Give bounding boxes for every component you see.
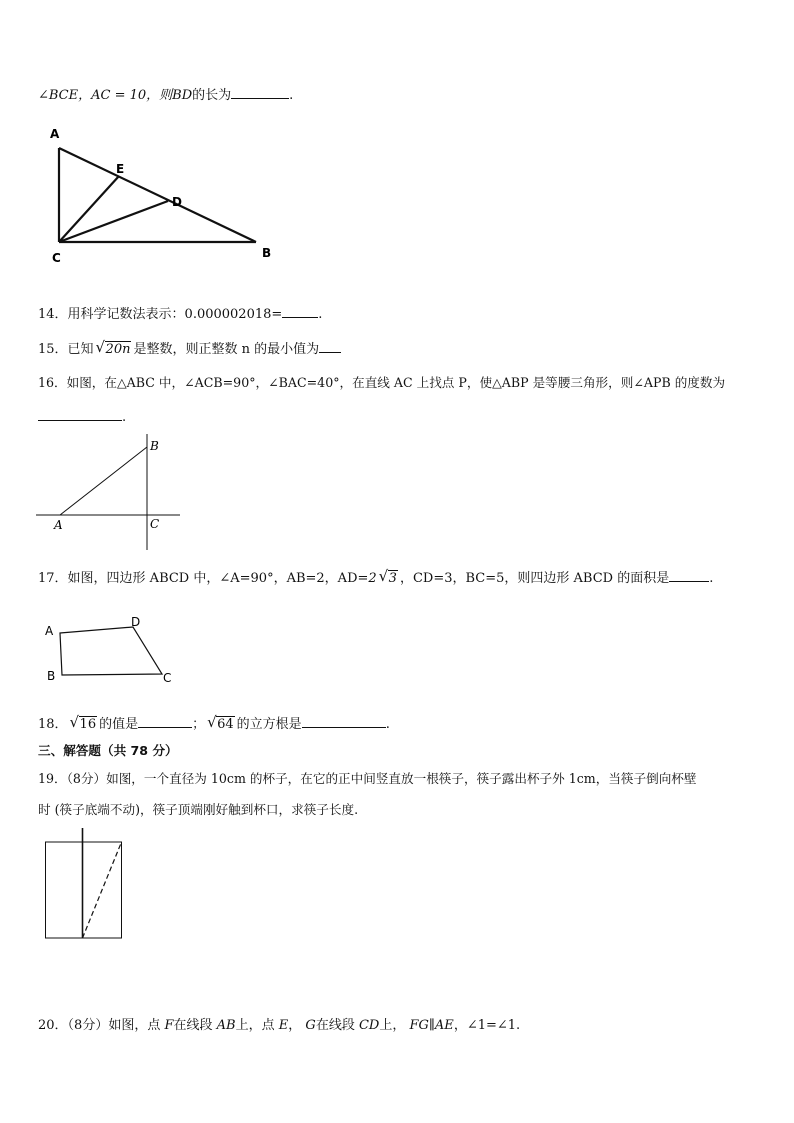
fig17-label-b: B: [47, 669, 56, 683]
q18-end: .: [385, 717, 390, 732]
q20-text-e: 在线段: [315, 1018, 355, 1033]
q17-text-b: ，CD=3，BC=5，则四边形 ABCD 的面积是: [399, 571, 670, 586]
q20-g: G: [305, 1018, 316, 1033]
q17-end: .: [709, 571, 714, 586]
q20-f: F: [164, 1018, 174, 1033]
fig13-label-a: A: [50, 127, 60, 141]
fig17-label-c: C: [163, 671, 172, 685]
q19-line1: 19．（8分）如图，一个直径为 10cm 的杯子，在它的正中间竖直放一根筷子，筷子露出杯子外 1cm，当筷子倒向杯壁: [38, 771, 697, 786]
q20-ae: AE: [434, 1018, 454, 1033]
q18-prefix: 18．: [38, 717, 68, 732]
q14-answer-blank: [282, 303, 318, 318]
q20-text-d: ，: [288, 1018, 302, 1033]
q13-line: [38, 84, 293, 105]
q18-answer-blank-2: [302, 713, 386, 728]
q18-text-b: 的立方根是: [236, 717, 302, 732]
q15-sqrt: √ 20n: [95, 338, 131, 357]
fig19-cup-figure: [44, 828, 134, 948]
q20-cd: CD: [358, 1018, 380, 1033]
q17-line: [38, 567, 713, 588]
q20-parallel: ∥: [428, 1018, 435, 1033]
fig16-label-a: A: [54, 518, 63, 532]
q13-text-c: 的长为: [192, 88, 232, 103]
q17-sqrt: √ 3: [378, 567, 397, 586]
q17-coef: 2: [368, 571, 377, 586]
q20-text-f: 上，: [379, 1018, 406, 1033]
fig16-label-c: C: [150, 517, 160, 531]
q13-bd: BD: [172, 88, 193, 103]
q13-text-d: .: [289, 88, 294, 103]
q14-end: .: [318, 307, 323, 322]
q18-text-a: 的值是: [99, 717, 139, 732]
q19-line2: 时 (筷子底端不动)，筷子顶端刚好触到杯口，求筷子长度.: [38, 802, 359, 817]
fig13-label-d: D: [172, 195, 182, 209]
q18-sep: ；: [192, 717, 206, 732]
q13-answer-blank: [231, 84, 289, 99]
q14-text: 14．用科学记数法表示：0.000002018=: [38, 307, 283, 322]
q16-end: .: [122, 410, 127, 425]
q17-answer-blank: [669, 567, 709, 582]
q20-text-a: 20．（8分）如图，点: [38, 1018, 161, 1033]
q20-text-b: 在线段: [173, 1018, 213, 1033]
fig17-label-a: A: [45, 624, 54, 638]
q18-sqrt-a: √ 16: [69, 713, 97, 732]
fig16-label-b: B: [150, 439, 159, 453]
fig17-label-d: D: [131, 615, 141, 629]
fig13-label-b: B: [262, 246, 272, 260]
q20-fg: FG: [409, 1018, 429, 1033]
q18-radicand-a: 16: [79, 717, 97, 732]
q14-line: [38, 303, 322, 324]
q13-text-a: ∠BCE，AC = 10，则: [38, 88, 173, 103]
q20-text-g: ，∠1=∠1.: [453, 1018, 521, 1033]
q20-text-c: 上，点: [235, 1018, 275, 1033]
section-3-heading: 三、解答题（共 78 分）: [38, 743, 178, 758]
cup-outline: [46, 842, 122, 938]
fig13-label-c: C: [52, 251, 61, 265]
fig13-label-e: E: [116, 162, 125, 176]
q16-answer-blank: [38, 406, 122, 421]
fig13-triangle-figure: [40, 120, 290, 270]
q16-text: 16．如图，在△ABC 中，∠ACB=90°，∠BAC=40°，在直线 AC 上找点 P，使△ABP 是等腰三角形，则∠APB 的度数为: [38, 375, 726, 390]
q16-line2: [38, 406, 126, 427]
q18-answer-blank-1: [138, 713, 192, 728]
q17-text-a: 17．如图，四边形 ABCD 中，∠A=90°，AB=2，AD=: [38, 571, 369, 586]
q15-answer-blank: [319, 338, 341, 353]
q20-ab: AB: [216, 1018, 236, 1033]
q15-text-b: 是整数，则正整数 n 的最小值为: [133, 342, 320, 357]
fig17-quadrilateral-figure: [40, 610, 190, 690]
q17-radicand: 3: [388, 571, 397, 586]
q15-text-a: 15．已知: [38, 342, 94, 357]
q18-line: [38, 713, 390, 734]
q16-line: [38, 374, 725, 392]
q20-line: [38, 1017, 520, 1035]
q18-radicand-b: 64: [217, 717, 234, 732]
q20-e: E: [278, 1018, 289, 1033]
fig16-axes-figure: [36, 434, 186, 554]
q18-sqrt-b: √ 64: [207, 713, 234, 732]
chopstick-tilted-dashed: [83, 842, 122, 938]
q15-radicand: 20n: [105, 342, 131, 357]
q15-line: [38, 338, 341, 359]
